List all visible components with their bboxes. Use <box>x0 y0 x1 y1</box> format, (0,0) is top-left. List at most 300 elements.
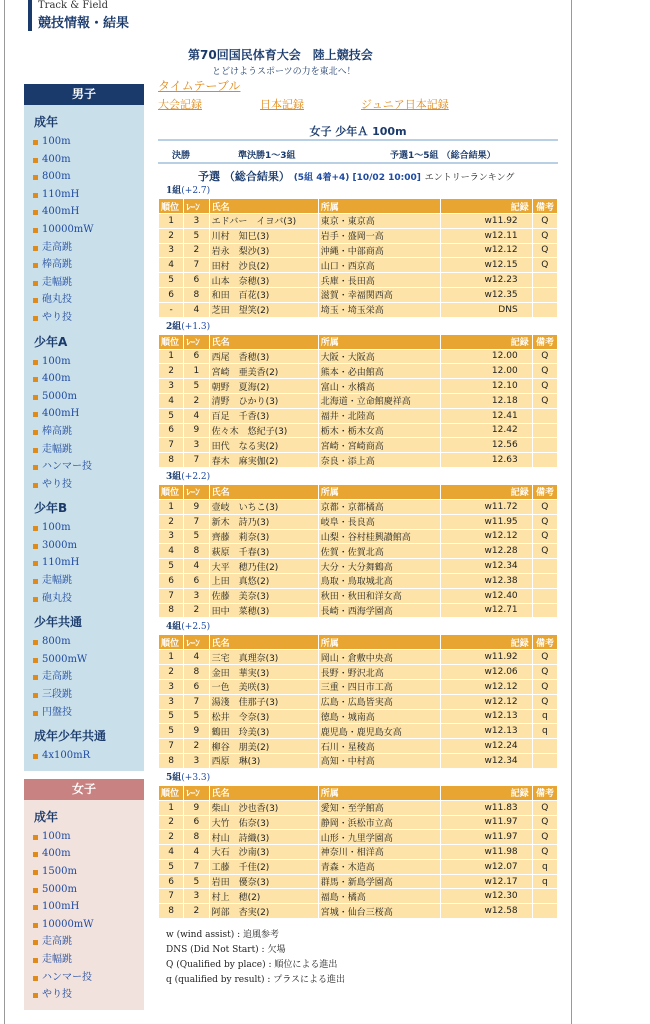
athlete-name-cell: エドバー イヨバ(3) <box>210 214 318 228</box>
remark-cell <box>533 303 557 317</box>
team-cell: 福井・北陸高 <box>319 409 440 423</box>
team-cell: 奈良・添上高 <box>319 453 440 467</box>
sidebar-event-link[interactable]: 円盤投 <box>24 704 144 722</box>
timetable-link[interactable]: タイムテーブル <box>158 79 241 93</box>
place-cell: 5 <box>159 273 183 287</box>
record-cell: w11.92 <box>441 214 532 228</box>
legend <box>166 928 345 988</box>
table-header-row <box>159 335 557 349</box>
heat-label: 2組 <box>166 321 182 332</box>
lane-cell: 4 <box>184 845 208 859</box>
lane-cell: 2 <box>184 739 208 753</box>
record-cell: w12.17 <box>441 875 532 889</box>
heat-caption <box>158 184 558 198</box>
table-header-row <box>159 485 557 499</box>
legend-line: Q (Qualified by place) : 順位による進出 <box>166 960 338 970</box>
column-header: 氏名 <box>210 199 318 213</box>
remark-cell: Q <box>533 830 557 844</box>
meet-title: 第70回国民体育大会 陸上競技会 <box>188 48 373 62</box>
athlete-name-cell: 清野 ひかり(3) <box>210 394 318 408</box>
record-cell: w11.97 <box>441 816 532 830</box>
athlete-name-cell: 宮崎 亜美香(2) <box>210 364 318 378</box>
remark-cell: Q <box>533 500 557 514</box>
table-row <box>159 394 557 408</box>
record-cell: w12.35 <box>441 288 532 302</box>
japan-record-link[interactable]: 日本記録 <box>260 98 304 111</box>
table-row <box>159 364 557 378</box>
team-cell: 沖縄・中部商高 <box>319 244 440 258</box>
record-cell: w12.06 <box>441 665 532 679</box>
remark-cell <box>533 754 557 768</box>
table-row <box>159 409 557 423</box>
place-cell: 8 <box>159 754 183 768</box>
lane-cell: 5 <box>184 710 208 724</box>
column-header: ﾚｰﾝ <box>184 485 208 499</box>
place-cell: 2 <box>159 665 183 679</box>
sidebar-event-link[interactable]: 走高跳 <box>24 239 144 257</box>
team-cell: 鹿児島・鹿児島女高 <box>319 724 440 738</box>
column-header: 順位 <box>159 335 183 349</box>
athlete-name-cell: 松井 令奈(3) <box>210 710 318 724</box>
record-cell: w11.95 <box>441 515 532 529</box>
team-cell: 静岡・浜松市立高 <box>319 816 440 830</box>
round-final-link[interactable]: 決勝 <box>172 151 191 161</box>
lane-cell: 8 <box>184 830 208 844</box>
remark-cell <box>533 453 557 467</box>
place-cell: 6 <box>159 875 183 889</box>
round-heats-link[interactable]: 予選1～5組 （総合結果） <box>390 151 496 161</box>
lane-cell: 2 <box>184 904 208 918</box>
place-cell: 6 <box>159 288 183 302</box>
sidebar-event-link[interactable]: 走高跳 <box>24 933 144 951</box>
record-cell: 12.10 <box>441 379 532 393</box>
column-header: 順位 <box>159 199 183 213</box>
entry-ranking-link[interactable]: エントリーランキング <box>424 173 515 183</box>
table-row <box>159 273 557 287</box>
sidebar-event-link[interactable]: 400m <box>24 845 144 863</box>
results-table <box>158 634 558 768</box>
sidebar-group-heading: 成年 <box>34 115 59 129</box>
junior-japan-record-link[interactable]: ジュニア日本記録 <box>361 98 449 111</box>
table-row <box>159 288 557 302</box>
sidebar-event-link[interactable]: 走幅跳 <box>24 441 144 459</box>
remark-cell <box>533 438 557 452</box>
athlete-name-cell: 大平 穂乃佳(2) <box>210 559 318 573</box>
remark-cell <box>533 273 557 287</box>
athlete-name-cell: 萩原 千春(3) <box>210 544 318 558</box>
lane-cell: 8 <box>184 665 208 679</box>
place-cell: 4 <box>159 845 183 859</box>
sidebar-event-link[interactable]: 800m <box>24 168 144 186</box>
column-header: 記録 <box>441 199 532 213</box>
athlete-name-cell: 三宅 真理奈(3) <box>210 650 318 664</box>
lane-cell: 4 <box>184 559 208 573</box>
athlete-name-cell: 田代 なる実(2) <box>210 438 318 452</box>
table-row <box>159 589 557 603</box>
column-header: 氏名 <box>210 335 318 349</box>
record-cell: w12.15 <box>441 258 532 272</box>
record-cell: w11.98 <box>441 845 532 859</box>
lane-cell: 2 <box>184 604 208 618</box>
remark-cell: Q <box>533 379 557 393</box>
place-cell: 2 <box>159 229 183 243</box>
team-cell: 石川・星稜高 <box>319 739 440 753</box>
lane-cell: 3 <box>184 889 208 903</box>
sidebar-event-link[interactable]: ハンマー投 <box>24 969 144 987</box>
heat-caption <box>158 320 558 334</box>
team-cell: 山梨・谷村桂興讃館高 <box>319 530 440 544</box>
place-cell: 6 <box>159 424 183 438</box>
place-cell: 8 <box>159 604 183 618</box>
athlete-name-cell: 村山 詩織(3) <box>210 830 318 844</box>
sidebar-event-link[interactable]: 400m <box>24 151 144 169</box>
remark-cell: Q <box>533 665 557 679</box>
record-cell: 12.00 <box>441 350 532 364</box>
remark-cell <box>533 559 557 573</box>
place-cell: 2 <box>159 830 183 844</box>
place-cell: 5 <box>159 559 183 573</box>
record-cell: 12.00 <box>441 364 532 378</box>
sidebar-event-link[interactable]: 100m <box>24 133 144 151</box>
heat-wind: (+1.3) <box>181 321 211 332</box>
place-cell: 8 <box>159 453 183 467</box>
sidebar-group-heading: 少年共通 <box>34 615 83 630</box>
place-cell: 5 <box>159 724 183 738</box>
column-header: ﾚｰﾝ <box>184 635 208 649</box>
lane-cell: 3 <box>184 754 208 768</box>
table-row <box>159 559 557 573</box>
heat-label: 5組 <box>166 772 182 783</box>
place-cell: 4 <box>159 394 183 408</box>
heats-container <box>158 184 558 921</box>
record-cell: w12.11 <box>441 229 532 243</box>
column-header: 氏名 <box>210 635 318 649</box>
column-header: 所属 <box>319 199 440 213</box>
sidebar-event-link[interactable]: 100m <box>24 353 144 371</box>
remark-cell: Q <box>533 801 557 815</box>
lane-cell: 6 <box>184 273 208 287</box>
column-header: 記録 <box>441 485 532 499</box>
lane-cell: 3 <box>184 214 208 228</box>
lane-cell: 9 <box>184 801 208 815</box>
table-row <box>159 875 557 889</box>
table-row <box>159 350 557 364</box>
sidebar-event-link[interactable]: 4x100mR <box>24 747 144 765</box>
sidebar-event-link[interactable]: 100mH <box>24 898 144 916</box>
team-cell: 栃木・栃木女高 <box>319 424 440 438</box>
remark-cell: Q <box>533 515 557 529</box>
place-cell: 7 <box>159 739 183 753</box>
event-title-text: 女子 少年Ａ 100m <box>309 125 407 138</box>
column-header: 記録 <box>441 635 532 649</box>
remark-cell <box>533 424 557 438</box>
header-english: Track & Field <box>38 0 108 11</box>
team-cell: 青森・木造高 <box>319 860 440 874</box>
athlete-name-cell: 田村 沙良(2) <box>210 258 318 272</box>
sidebar-group-heading: 少年A <box>34 334 68 349</box>
record-cell: w12.30 <box>441 889 532 903</box>
column-header: 記録 <box>441 786 532 800</box>
remark-cell <box>533 604 557 618</box>
remark-cell <box>533 288 557 302</box>
lane-cell: 6 <box>184 680 208 694</box>
athlete-name-cell: 芝田 望笑(2) <box>210 303 318 317</box>
athlete-name-cell: 西原 琳(3) <box>210 754 318 768</box>
place-cell: 4 <box>159 258 183 272</box>
heat-caption <box>158 620 558 634</box>
athlete-name-cell: 百足 千香(3) <box>210 409 318 423</box>
table-row <box>159 379 557 393</box>
table-row <box>159 860 557 874</box>
table-row <box>159 244 557 258</box>
place-cell: 3 <box>159 379 183 393</box>
sidebar-event-link[interactable]: 110mH <box>24 186 144 204</box>
sidebar-event-link[interactable]: 800m <box>24 633 144 651</box>
column-header: 氏名 <box>210 786 318 800</box>
heat-block <box>158 320 558 468</box>
results-table <box>158 484 558 618</box>
athlete-name-cell: 工藤 千佳(2) <box>210 860 318 874</box>
sidebar-event-link[interactable]: 100m <box>24 519 144 537</box>
athlete-name-cell: 田中 菜穂(3) <box>210 604 318 618</box>
sidebar-event-link[interactable]: やり投 <box>24 986 144 1004</box>
table-row <box>159 904 557 918</box>
sidebar-event-link[interactable]: 砲丸投 <box>24 590 144 608</box>
column-header: 備考 <box>533 485 557 499</box>
record-cell: w12.23 <box>441 273 532 287</box>
athlete-name-cell: 柴山 沙也香(3) <box>210 801 318 815</box>
team-cell: 山形・九里学園高 <box>319 830 440 844</box>
place-cell: 2 <box>159 364 183 378</box>
sidebar-event-link[interactable]: やり投 <box>24 309 144 327</box>
column-header: 順位 <box>159 635 183 649</box>
record-cell: w11.92 <box>441 650 532 664</box>
remark-cell: Q <box>533 214 557 228</box>
place-cell: 4 <box>159 544 183 558</box>
lane-cell: 7 <box>184 453 208 467</box>
athlete-name-cell: 一色 美咲(3) <box>210 680 318 694</box>
remark-cell <box>533 904 557 918</box>
team-cell: 福島・橘高 <box>319 889 440 903</box>
column-header: 備考 <box>533 199 557 213</box>
sidebar-group-heading: 成年少年共通 <box>34 729 107 744</box>
sidebar-event-link[interactable]: 400mH <box>24 203 144 221</box>
sidebar-event-link[interactable]: 5000m <box>24 388 144 406</box>
sidebar-event-link[interactable]: やり投 <box>24 476 144 494</box>
team-cell: 大分・大分舞鶴高 <box>319 559 440 573</box>
team-cell: 愛知・至学館高 <box>319 801 440 815</box>
team-cell: 高知・中村高 <box>319 754 440 768</box>
sidebar-event-link[interactable]: 10000mW <box>24 221 144 239</box>
meet-record-link[interactable]: 大会記録 <box>158 98 202 111</box>
column-header: ﾚｰﾝ <box>184 199 208 213</box>
sidebar-event-link[interactable]: 10000mW <box>24 916 144 934</box>
place-cell: - <box>159 303 183 317</box>
athlete-name-cell: 鶴田 玲美(3) <box>210 724 318 738</box>
table-row <box>159 695 557 709</box>
remark-cell: Q <box>533 530 557 544</box>
sidebar-event-link[interactable]: 400mH <box>24 405 144 423</box>
remark-cell <box>533 574 557 588</box>
remark-cell: Q <box>533 394 557 408</box>
record-cell: w12.13 <box>441 710 532 724</box>
sidebar-event-link[interactable]: ハンマー投 <box>24 458 144 476</box>
lane-cell: 7 <box>184 258 208 272</box>
place-cell: 1 <box>159 650 183 664</box>
column-header: 所属 <box>319 786 440 800</box>
remark-cell: q <box>533 710 557 724</box>
record-cell: DNS <box>441 303 532 317</box>
subheading-main: 予選 （総合結果） <box>198 170 290 183</box>
column-header: 備考 <box>533 635 557 649</box>
heat-block <box>158 184 558 318</box>
lane-cell: 1 <box>184 364 208 378</box>
heat-wind: (+2.7) <box>181 186 211 196</box>
team-cell: 岩手・盛岡一高 <box>319 229 440 243</box>
athlete-name-cell: 上田 真悠(2) <box>210 574 318 588</box>
lane-cell: 6 <box>184 350 208 364</box>
remark-cell: q <box>533 724 557 738</box>
team-cell: 熊本・必由館高 <box>319 364 440 378</box>
record-cell: w12.34 <box>441 559 532 573</box>
place-cell: 1 <box>159 801 183 815</box>
sidebar-group-heading: 成年 <box>34 809 59 824</box>
record-cell: 12.18 <box>441 394 532 408</box>
remark-cell <box>533 889 557 903</box>
table-row <box>159 303 557 317</box>
remark-cell <box>533 589 557 603</box>
column-header: 氏名 <box>210 485 318 499</box>
table-row <box>159 515 557 529</box>
sidebar-event-link[interactable]: 100m <box>24 828 144 846</box>
place-cell: 2 <box>159 515 183 529</box>
remark-cell <box>533 409 557 423</box>
table-row <box>159 574 557 588</box>
sidebar-event-link[interactable]: 棒高跳 <box>24 423 144 441</box>
record-cell: 12.56 <box>441 438 532 452</box>
column-header: 記録 <box>441 335 532 349</box>
lane-cell: 9 <box>184 724 208 738</box>
lane-cell: 5 <box>184 229 208 243</box>
athlete-name-cell: 佐々木 悠紀子(3) <box>210 424 318 438</box>
record-cell: w12.28 <box>441 544 532 558</box>
place-cell: 1 <box>159 500 183 514</box>
table-header-row <box>159 635 557 649</box>
table-row <box>159 438 557 452</box>
team-cell: 富山・水橋高 <box>319 379 440 393</box>
athlete-name-cell: 朝野 夏海(2) <box>210 379 318 393</box>
sidebar-event-link[interactable]: 走幅跳 <box>24 951 144 969</box>
team-cell: 宮城・仙台三桜高 <box>319 904 440 918</box>
remark-cell: Q <box>533 229 557 243</box>
record-cell: w12.12 <box>441 530 532 544</box>
athlete-name-cell: 川村 知巳(3) <box>210 229 318 243</box>
legend-line: w (wind assist) : 追風参考 <box>166 930 280 940</box>
athlete-name-cell: 齊藤 莉奈(3) <box>210 530 318 544</box>
round-divider <box>158 162 558 164</box>
record-cell: w12.07 <box>441 860 532 874</box>
sidebar-event-link[interactable]: 棒高跳 <box>24 256 144 274</box>
place-cell: 2 <box>159 816 183 830</box>
lane-cell: 5 <box>184 530 208 544</box>
table-row <box>159 816 557 830</box>
sidebar-event-link[interactable]: 走幅跳 <box>24 572 144 590</box>
remark-cell <box>533 739 557 753</box>
remark-cell: Q <box>533 258 557 272</box>
team-cell: 東京・東京高 <box>319 214 440 228</box>
lane-cell: 2 <box>184 394 208 408</box>
record-cell: w12.12 <box>441 680 532 694</box>
record-cell: 12.42 <box>441 424 532 438</box>
athlete-name-cell: 山本 奈穂(3) <box>210 273 318 287</box>
lane-cell: 6 <box>184 816 208 830</box>
header-accent-bar <box>28 0 32 31</box>
place-cell: 1 <box>159 214 183 228</box>
table-row <box>159 544 557 558</box>
team-cell: 岐阜・長良高 <box>319 515 440 529</box>
heat-caption <box>158 470 558 484</box>
team-cell: 岡山・倉敷中央高 <box>319 650 440 664</box>
column-header: ﾚｰﾝ <box>184 335 208 349</box>
sidebar-event-link[interactable]: 走幅跳 <box>24 274 144 292</box>
place-cell: 3 <box>159 695 183 709</box>
heat-block <box>158 771 558 919</box>
heat-block <box>158 470 558 618</box>
record-cell: w11.72 <box>441 500 532 514</box>
sidebar-event-link[interactable]: 砲丸投 <box>24 291 144 309</box>
record-cell: w12.12 <box>441 695 532 709</box>
sidebar-event-link[interactable]: 400m <box>24 370 144 388</box>
sidebar-event-link[interactable]: 走高跳 <box>24 668 144 686</box>
remark-cell: Q <box>533 544 557 558</box>
remark-cell: q <box>533 875 557 889</box>
sidebar-event-link[interactable]: 1500m <box>24 863 144 881</box>
sidebar-event-link[interactable]: 5000mW <box>24 651 144 669</box>
record-cell: w12.13 <box>441 724 532 738</box>
table-row <box>159 424 557 438</box>
table-row <box>159 214 557 228</box>
place-cell: 1 <box>159 350 183 364</box>
place-cell: 7 <box>159 438 183 452</box>
round-semifinal-link[interactable]: 準決勝1～3組 <box>238 151 296 161</box>
results-table <box>158 785 558 919</box>
athlete-name-cell: 和田 百花(3) <box>210 288 318 302</box>
remark-cell: Q <box>533 350 557 364</box>
record-cell: w12.34 <box>441 754 532 768</box>
place-cell: 5 <box>159 409 183 423</box>
sidebar-men-header: 男子 <box>24 84 144 105</box>
team-cell: 三重・四日市工高 <box>319 680 440 694</box>
table-row <box>159 801 557 815</box>
heat-label: 3組 <box>166 471 182 482</box>
sidebar-women-panel <box>24 800 144 1010</box>
team-cell: 宮崎・宮崎商高 <box>319 438 440 452</box>
record-cell: w12.38 <box>441 574 532 588</box>
column-header: 順位 <box>159 485 183 499</box>
sidebar-event-link[interactable]: 110mH <box>24 554 144 572</box>
legend-line: DNS (Did Not Start) : 欠場 <box>166 945 286 955</box>
athlete-name-cell: 新木 詩乃(3) <box>210 515 318 529</box>
lane-cell: 7 <box>184 695 208 709</box>
sidebar-event-link[interactable]: 三段跳 <box>24 686 144 704</box>
event-title <box>158 119 558 141</box>
sidebar-event-link[interactable]: 3000m <box>24 537 144 555</box>
lane-cell: 7 <box>184 515 208 529</box>
legend-line: q (qualified by result) : プラスによる進出 <box>166 975 346 985</box>
sidebar-event-link[interactable]: 5000m <box>24 881 144 899</box>
sidebar-group-heading: 少年B <box>34 501 68 516</box>
team-cell: 長野・野沢北高 <box>319 665 440 679</box>
